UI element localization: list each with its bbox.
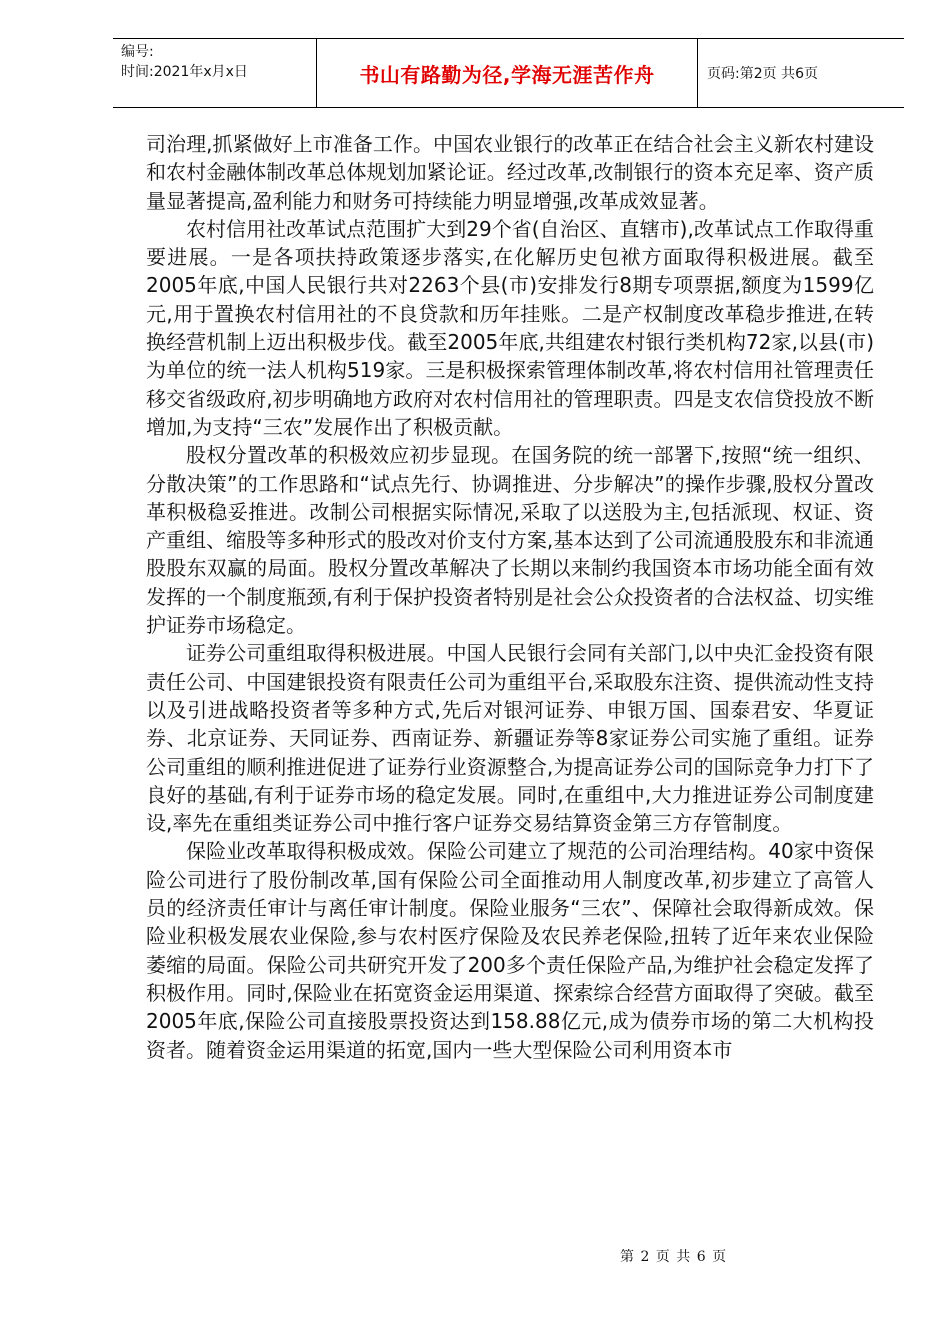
paragraph-3: 股权分置改革的积极效应初步显现。在国务院的统一部署下,按照“统一组织、分散决策”的工作思路和“试点先行、协调推进、分步解决”的操作步骤,股权分置改革积极稳妥推进。改制公司根据实际情况,采取了以送股为主,包括派现、权证、资产重组、缩股等多种形式的股改对价支付方案,基本达到了公司流通股股东和非流通股股东双赢的局面。股权分置改革解决了长期以来制约我国资本市场功能全面有效发挥的一个制度瓶颈,有利于保护投资者特别是社会公众投资者的合法权益、切实维护证券市场稳定。 [146, 443, 874, 638]
header-motto-cell [316, 39, 698, 107]
paragraph-1: 司治理,抓紧做好上市准备工作。中国农业银行的改革正在结合社会主义新农村建设和农村金融体制改革总体规划加紧论证。经过改革,改制银行的资本充足率、资产质量显著提高,盈利能力和财务可持续能力明显增强,改革成效显著。 [146, 132, 874, 213]
paragraph-5: 保险业改革取得积极成效。保险公司建立了规范的公司治理结构。40家中资保险公司进行了股份制改革,国有保险公司全面推动用人制度改革,初步建立了高管人员的经济责任审计与离任审计制度。保险业服务“三农”、保障社会取得新成效。保险业积极发展农业保险,参与农村医疗保险及农民养老保险,扭转了近年来农业保险萎缩的局面。保险公司共研究开发了200多个责任保险产品,为维护社会稳定发挥了积极作用。同时,保险业在拓宽资金运用渠道、探索综合经营方面取得了突破。截至2005年底,保险公司直接股票投资达到158.88亿元,成为债券市场的第二大机构投资者。随着资金运用渠道的拓宽,国内一些大型保险公司利用资本市 [146, 839, 874, 1062]
header-motto: 书山有路勤为径,学海无涯苦作舟 [359, 62, 655, 87]
paragraph-4: 证券公司重组取得积极进展。中国人民银行会同有关部门,以中央汇金投资有限责任公司、中国建银投资有限责任公司为重组平台,采取股东注资、提供流动性支持以及引进战略投资者等多种方式,先后对银河证券、申银万国、国泰君安、华夏证券、北京证券、天同证券、西南证券、新疆证券等8家证券公司实施了重组。证券公司重组的顺利推进促进了证券行业资源整合,为提高证券公司的国际竞争力打下了良好的基础,有利于证券市场的稳定发展。同时,在重组中,大力推进证券公司制度建设,率先在重组类证券公司中推行客户证券交易结算资金第三方存管制度。 [146, 641, 874, 836]
header-page-info: 页码:第2页 共6页 [707, 66, 818, 82]
document-time-label: 时间:2021年x月x日 [121, 64, 248, 80]
document-body [146, 130, 874, 1064]
page-header [113, 38, 904, 108]
document-number-label: 编号: [121, 44, 154, 60]
header-meta [113, 39, 313, 107]
page-footer: 第 2 页 共 6 页 [620, 1249, 728, 1265]
paragraph-2: 农村信用社改革试点范围扩大到29个省(自治区、直辖市),改革试点工作取得重要进展。一是各项扶持政策逐步落实,在化解历史包袱方面取得积极进展。截至2005年底,中国人民银行共对2263个县(市)安排发行8期专项票据,额度为1599亿元,用于置换农村信用社的不良贷款和历年挂账。二是产权制度改革稳步推进,在转换经营机制上迈出积极步伐。截至2005年底,共组建农村银行类机构72家,以县(市)为单位的统一法人机构519家。三是积极探索管理体制改革,将农村信用社管理责任移交省级政府,初步明确地方政府对农村信用社的管理职责。四是支农信贷投放不断增加,为支持“三农”发展作出了积极贡献。 [146, 216, 874, 439]
